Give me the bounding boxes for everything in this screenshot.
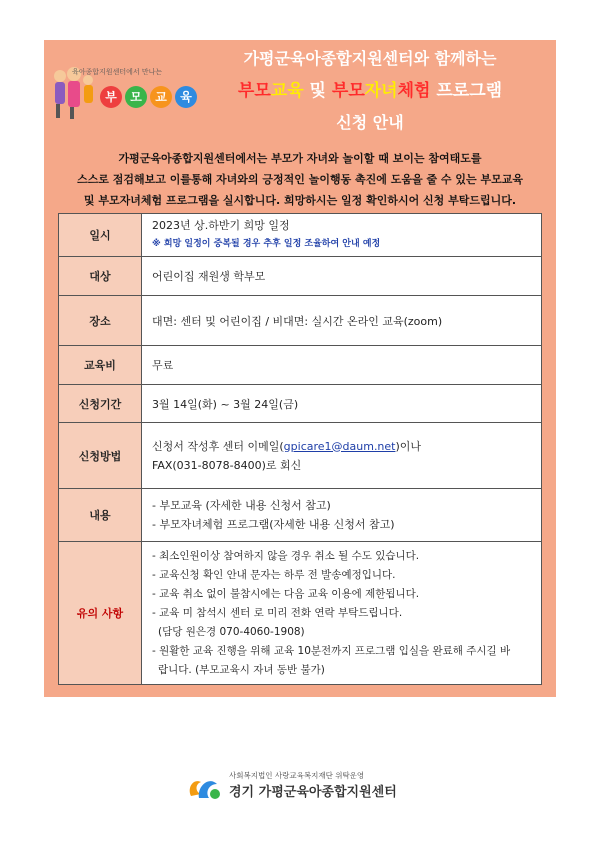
row-notice xyxy=(59,542,542,685)
method-cell xyxy=(142,423,542,489)
row-fee xyxy=(59,346,542,385)
logo-char-4: 육 xyxy=(175,86,197,108)
row-method xyxy=(59,423,542,489)
info-table xyxy=(58,213,542,685)
logo-tagline: 육아종합지원센터에서 만나는 xyxy=(72,68,163,76)
title-segment: 프로그램 xyxy=(430,81,503,101)
intro-line: 가평군육아종합지원센터에서는 부모가 자녀와 놀이할 때 보이는 참여태도를 xyxy=(118,152,482,165)
fee-value: 무료 xyxy=(142,346,542,385)
fee-label: 교육비 xyxy=(59,346,142,385)
notice-item: - 최소인원이상 참여하지 않을 경우 취소 될 수도 있습니다. xyxy=(152,549,420,562)
method-suffix: )이나 xyxy=(395,439,422,453)
notice-item: - 원활한 교육 진행을 위해 교육 10분전까지 프로그램 입실을 완료해 주시길 바 xyxy=(152,644,511,657)
intro-paragraph xyxy=(48,148,552,211)
period-value: 3월 14일(화) ~ 3월 24일(금) xyxy=(142,385,542,423)
content-cell xyxy=(142,489,542,542)
logo-characters xyxy=(100,86,197,108)
method-line-1 xyxy=(152,437,531,456)
place-label: 장소 xyxy=(59,296,142,346)
logo-char-2: 모 xyxy=(125,86,147,108)
row-place xyxy=(59,296,542,346)
notice-item: - 교육신청 확인 안내 문자는 하루 전 발송예정입니다. xyxy=(152,568,396,581)
schedule-value: 2023년 상.하반기 희망 일정 xyxy=(152,219,290,232)
title-segment: 체험 xyxy=(397,81,431,101)
row-target xyxy=(59,257,542,296)
title-segment: 부모 xyxy=(331,81,365,101)
method-label: 신청방법 xyxy=(59,423,142,489)
schedule-label: 일시 xyxy=(59,214,142,257)
target-label: 대상 xyxy=(59,257,142,296)
title-segment: 부모 xyxy=(237,81,271,101)
title-segment: 자녀 xyxy=(364,81,398,101)
footer-operator: 사회복지법인 사랑교육복지재단 위탁운영 xyxy=(229,771,365,780)
header-line-3: 신청 안내 xyxy=(336,113,404,132)
title-segment: 교육 xyxy=(270,81,304,101)
schedule-note: ※ 희망 일정이 중복될 경우 추후 일정 조율하여 안내 예정 xyxy=(152,239,381,249)
center-logo-icon xyxy=(185,770,223,804)
logo-char-3: 교 xyxy=(150,86,172,108)
header-line-2 xyxy=(200,76,540,101)
notice-label: 유의 사항 xyxy=(59,542,142,685)
row-schedule xyxy=(59,214,542,257)
header-line-1: 가평군육아종합지원센터와 함께하는 xyxy=(243,49,497,68)
method-line-2: FAX(031-8078-8400)로 회신 xyxy=(152,458,302,472)
notice-item: - 교육 취소 없이 불참시에는 다음 교육 이용에 제한됩니다. xyxy=(152,587,420,600)
footer-logo xyxy=(185,768,445,808)
notice-item: (담당 원은경 070-4060-1908) xyxy=(158,625,305,638)
row-content xyxy=(59,489,542,542)
method-prefix: 신청서 작성후 센터 이메일( xyxy=(152,439,284,453)
parent-education-logo xyxy=(50,62,202,122)
logo-char-1: 부 xyxy=(100,86,122,108)
intro-line: 및 부모자녀체험 프로그램을 실시합니다. 희망하시는 일정 확인하시어 신청 부탁드립니다. xyxy=(83,194,517,207)
footer-center-name: 경기 가평군육아종합지원센터 xyxy=(229,785,397,800)
notice-item: - 교육 미 참석시 센터 로 미리 전화 연락 부탁드립니다. xyxy=(152,606,403,619)
place-value: 대면: 센터 및 어린이집 / 비대면: 실시간 온라인 교육(zoom) xyxy=(142,296,542,346)
content-item: - 부모교육 (자세한 내용 신청서 참고) xyxy=(152,499,331,512)
period-label: 신청기간 xyxy=(59,385,142,423)
target-value: 어린이집 재원생 학부모 xyxy=(142,257,542,296)
email-link[interactable]: gpicare1@daum.net xyxy=(283,439,396,453)
row-period xyxy=(59,385,542,423)
notice-cell xyxy=(142,542,542,685)
schedule-cell xyxy=(142,214,542,257)
intro-line: 스스로 점검해보고 이를통해 자녀와의 긍정적인 놀이행동 촉진에 도움을 줄 수 있는 부모교육 xyxy=(77,173,523,186)
content-item: - 부모자녀체험 프로그램(자세한 내용 신청서 참고) xyxy=(152,518,395,531)
notice-item: 랍니다. (부모교육시 자녀 동반 불가) xyxy=(158,663,325,676)
title-segment: 및 xyxy=(303,81,332,101)
content-label: 내용 xyxy=(59,489,142,542)
